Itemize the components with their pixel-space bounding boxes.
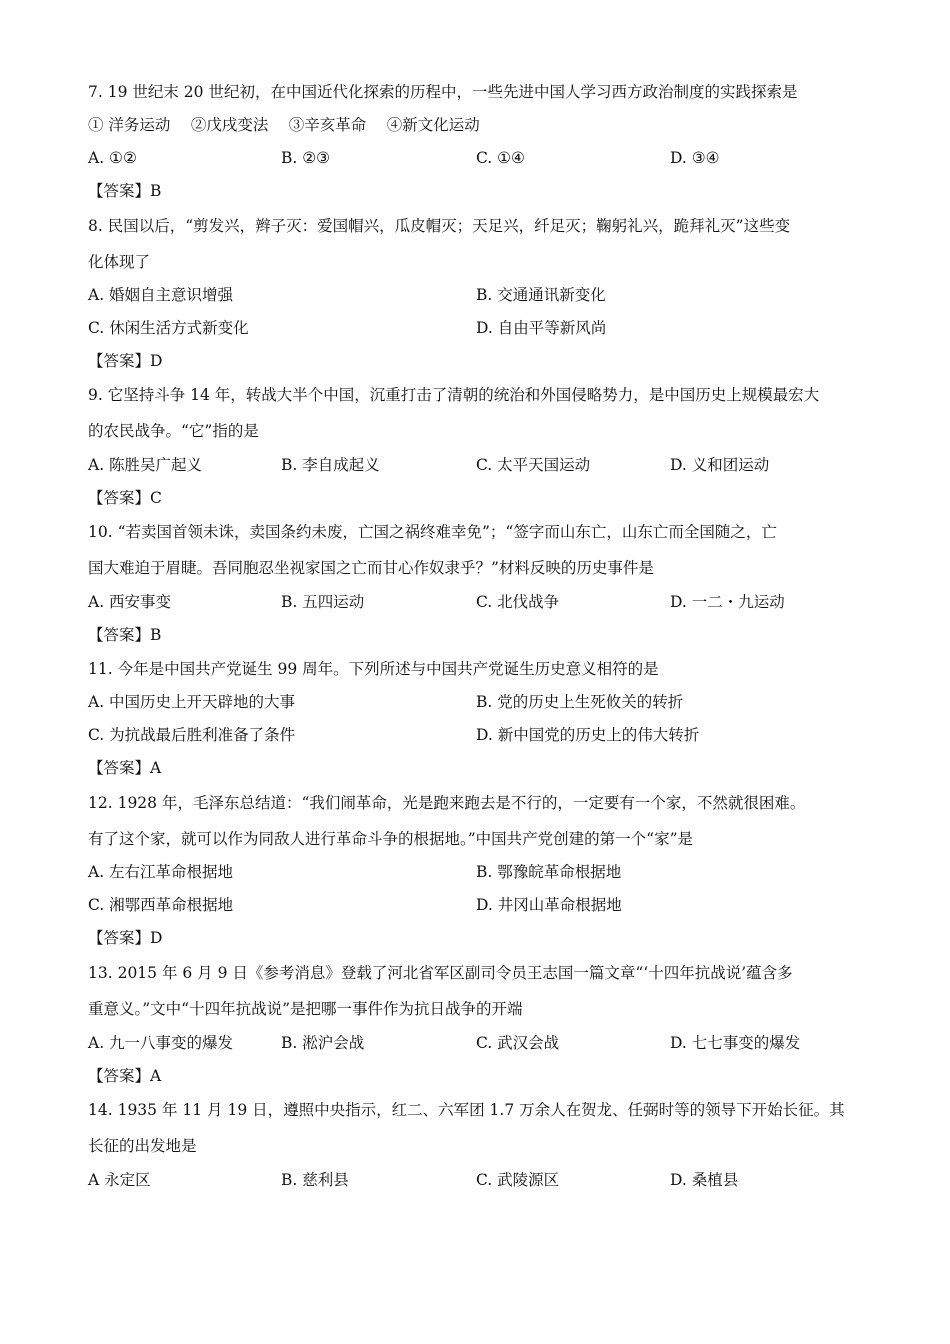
question-9-option-b: B. 李自成起义 — [281, 456, 380, 474]
question-9-option-c: C. 太平天国运动 — [476, 456, 591, 474]
question-8-option-c: C. 休闲生活方式新变化 — [88, 319, 249, 337]
question-11-option-d: D. 新中国党的历史上的伟大转折 — [476, 726, 700, 744]
question-13-answer: 【答案】A — [88, 1067, 162, 1085]
question-7-option-b: B. ②③ — [281, 149, 331, 167]
question-10-option-d: D. 一二・九运动 — [670, 593, 785, 611]
question-8-option-b: B. 交通通讯新变化 — [476, 286, 606, 304]
question-11-stem-line-1: 11. 今年是中国共产党诞生 99 周年。下列所述与中国共产党诞生历史意义相符的是 — [88, 660, 659, 678]
question-10-option-c: C. 北伐战争 — [476, 593, 560, 611]
question-14-option-c: C. 武陵源区 — [476, 1171, 560, 1189]
question-14-option-b: B. 慈利县 — [281, 1171, 349, 1189]
question-9-option-d: D. 义和团运动 — [670, 456, 770, 474]
question-9-stem-line-2: 的农民战争。“它”指的是 — [88, 422, 259, 440]
question-12-option-c: C. 湘鄂西革命根据地 — [88, 896, 234, 914]
question-10-answer: 【答案】B — [88, 626, 162, 644]
question-7-option-c: C. ①④ — [476, 149, 525, 167]
question-8-answer: 【答案】D — [88, 352, 163, 370]
question-14-stem-line-2: 长征的出发地是 — [88, 1137, 197, 1155]
question-13-option-d: D. 七七事变的爆发 — [670, 1034, 801, 1052]
question-7-option-a: A. ①② — [88, 149, 137, 167]
question-10-option-b: B. 五四运动 — [281, 593, 365, 611]
question-12-option-a: A. 左右江革命根据地 — [88, 863, 234, 881]
question-12-answer: 【答案】D — [88, 929, 163, 947]
question-11-option-a: A. 中国历史上开天辟地的大事 — [88, 693, 296, 711]
question-13-stem-line-1: 13. 2015 年 6 月 9 日《参考消息》登载了河北省军区副司令员王志国一篇文章“‘十四年抗战说’蕴含多 — [88, 964, 793, 982]
question-12-option-d: D. 井冈山革命根据地 — [476, 896, 622, 914]
question-7-stem-line-1: 7. 19 世纪末 20 世纪初，在中国近代化探索的历程中，一些先进中国人学习西方政治制度的实践探索是 — [88, 83, 798, 101]
question-11-option-b: B. 党的历史上生死攸关的转折 — [476, 693, 684, 711]
question-10-stem-line-2: 国大难迫于眉睫。吾同胞忍坐视家国之亡而甘心作奴隶乎？”材料反映的历史事件是 — [88, 559, 654, 577]
question-8-option-d: D. 自由平等新风尚 — [476, 319, 607, 337]
question-12-stem-line-1: 12. 1928 年，毛泽东总结道：“我们闹革命，光是跑来跑去是不行的，一定要有一个家，不然就很困难。 — [88, 794, 806, 812]
question-13-option-b: B. 淞沪会战 — [281, 1034, 365, 1052]
question-14-option-d: D. 桑植县 — [670, 1171, 739, 1189]
question-12-stem-line-2: 有了这个家，就可以作为同敌人进行革命斗争的根据地。”中国共产党创建的第一个“家”是 — [88, 830, 694, 848]
question-8-option-a: A. 婚姻自主意识增强 — [88, 286, 234, 304]
question-7-stem-line-2: ① 洋务运动 ②戊戌变法 ③辛亥革命 ④新文化运动 — [88, 116, 480, 134]
question-10-option-a: A. 西安事变 — [88, 593, 172, 611]
question-7-option-d: D. ③④ — [670, 149, 720, 167]
question-11-answer: 【答案】A — [88, 759, 162, 777]
question-13-option-a: A. 九一八事变的爆发 — [88, 1034, 234, 1052]
question-8-stem-line-1: 8. 民国以后，“剪发兴，辫子灭：爱国帽兴，瓜皮帽灭；天足兴，纤足灭；鞠躬礼兴，跪拜礼灭”这些变 — [88, 217, 791, 235]
question-14-stem-line-1: 14. 1935 年 11 月 19 日，遵照中央指示，红二、六军团 1.7 万余人在贺龙、任弼时等的领导下开始长征。其 — [88, 1101, 845, 1119]
question-13-option-c: C. 武汉会战 — [476, 1034, 560, 1052]
question-10-stem-line-1: 10. “若卖国首领未诛，卖国条约未废，亡国之祸终难幸免”；“签字而山东亡，山东亡而全国随之，亡 — [88, 523, 777, 541]
question-11-option-c: C. 为抗战最后胜利准备了条件 — [88, 726, 296, 744]
question-9-stem-line-1: 9. 它坚持斗争 14 年，转战大半个中国，沉重打击了清朝的统治和外国侵略势力，是中国历史上规模最宏大 — [88, 386, 820, 404]
question-13-stem-line-2: 重意义。”文中“十四年抗战说”是把哪一事件作为抗日战争的开端 — [88, 1000, 523, 1018]
question-14-option-a: A 永定区 — [88, 1171, 151, 1189]
question-12-option-b: B. 鄂豫皖革命根据地 — [476, 863, 622, 881]
question-7-answer: 【答案】B — [88, 182, 162, 200]
question-9-option-a: A. 陈胜吴广起义 — [88, 456, 203, 474]
question-8-stem-line-2: 化体现了 — [88, 253, 151, 271]
question-9-answer: 【答案】C — [88, 489, 162, 507]
